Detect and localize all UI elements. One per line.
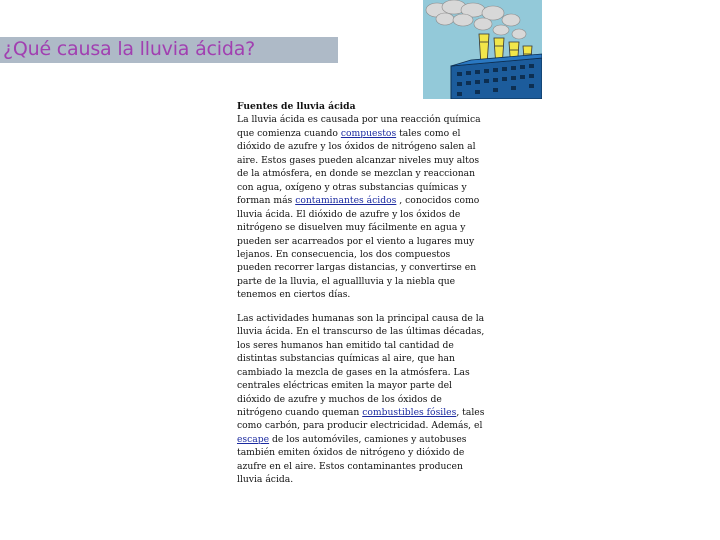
paragraph-2-text-a: Las actividades humanas son la principal causa de la lluvia ácida. En el transcurso de las últimas décadas, los seres humanos han emitido tal cantidad de distintas substancias químicas al aire, que han cambiado la mezcla de gases en la atmósfera. Las centrales eléctricas emiten la mayor parte del dióxido de azufre y muchos de los óxidos de nitrógeno cuando queman — [237, 312, 485, 418]
paragraph-2-text-c: de los automóviles, camiones y autobuses también emiten óxidos de nitrógeno y dióxido de azufre en el aire. Estos contaminantes producen lluvia ácida. — [237, 433, 467, 486]
article-heading: Fuentes de lluvia ácida — [237, 101, 356, 112]
paragraph-2-text-b: , tales como carbón, para producir electricidad. Además, el — [237, 406, 485, 432]
link-combustibles-fosiles[interactable]: combustibles fósiles — [362, 406, 457, 418]
paragraph-2 — [237, 312, 487, 487]
link-compuestos[interactable]: compuestos — [340, 127, 397, 139]
article — [237, 100, 487, 487]
paragraph-1 — [237, 113, 487, 301]
factory-smokestacks-icon — [423, 0, 542, 99]
link-escape[interactable]: escape — [237, 433, 270, 445]
title-bar — [0, 37, 338, 63]
page-title: ¿Qué causa la lluvia ácida? — [3, 38, 256, 60]
paragraph-1-text-b: tales como el dióxido de azufre y los óxidos de nitrógeno salen al aire. Estos gases pueden alcanzar niveles muy altos de la atmósfera, en donde se mezclan y reaccionan con agua, oxígeno y otras substancias químicas y forman más — [237, 127, 480, 207]
link-contaminantes-acidos[interactable]: contaminantes ácidos — [295, 195, 397, 207]
paragraph-1-text-a: La lluvia ácida es causada por una reacción química que comienza cuando — [237, 114, 481, 139]
paragraph-1-text-c: , conocidos como lluvia ácida. El dióxido de azufre y los óxidos de nitrógeno se disuelven muy fácilmente en agua y pueden ser acarreados por el viento a lugares muy lejanos. En consecuencia, los dos compuestos pueden recorrer largas distancias, y convertirse en parte de la lluvia, el aguallluvia y la niebla que tenemos en ciertos días. — [237, 195, 480, 301]
